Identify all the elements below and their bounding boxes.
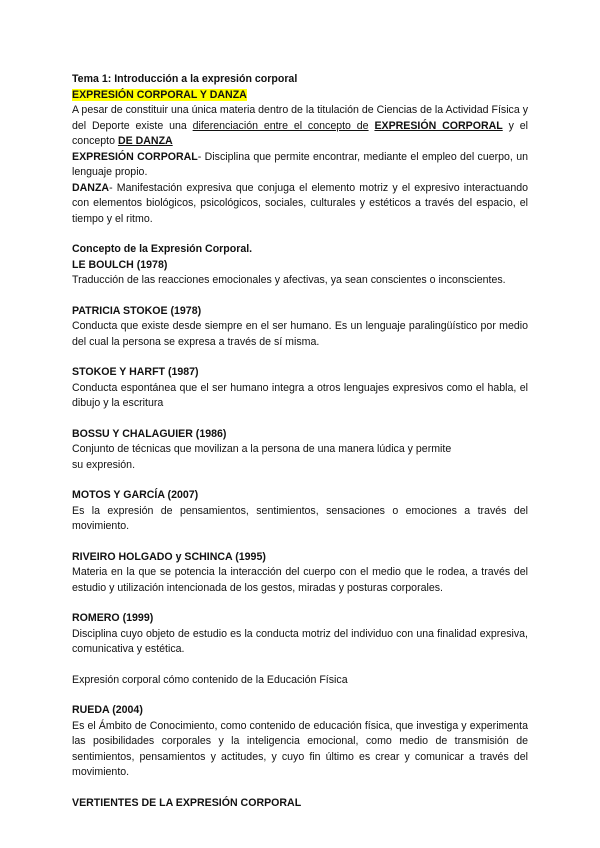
author-name: RIVEIRO HOLGADO y SCHINCA (1995): [72, 550, 266, 563]
author-name: ROMERO (1999): [72, 612, 154, 624]
spacer: [72, 658, 528, 673]
author-definition: Materia en la que se potencia la interacción del cuerpo con el medio que le rodea, a través del estudio y utilización intencionada de los gestos, miradas y posturas corporales.: [72, 566, 528, 594]
def-expresion-paragraph: [72, 150, 528, 181]
author-definition: Traducción de las reacciones emocionales y afectivas, ya sean conscientes o inconscientes.: [72, 274, 506, 286]
def-danza-paragraph: [72, 181, 528, 228]
author-definition: Conducta que existe desde siempre en el ser humano. Es un lenguaje paralingüístico por medio del cual la persona se expresa a través de sí misma.: [72, 320, 528, 348]
spacer: [72, 350, 528, 365]
author-name: MOTOS Y GARCÍA (2007): [72, 489, 199, 501]
spacer: [72, 596, 528, 611]
rueda-name: RUEDA (2004): [72, 704, 143, 716]
author-name: STOKOE Y HARFT (1987): [72, 366, 199, 378]
def-danza-term: DANZA: [72, 181, 110, 194]
spacer: [72, 688, 528, 703]
author-definition: Es la expresión de pensamientos, sentimientos, sensaciones o emociones a través del movimiento.: [72, 504, 528, 532]
author-definition: Disciplina cuyo objeto de estudio es la conducta motriz del individuo con una finalidad expresiva, comunicativa y estética.: [72, 627, 528, 655]
intro-term-danza: DE DANZA: [117, 135, 173, 147]
author-name: PATRICIA STOKOE (1978): [72, 304, 202, 317]
intro-part2: y el concepto: [72, 119, 528, 147]
vertientes-heading: VERTIENTES DE LA EXPRESIÓN CORPORAL: [72, 796, 302, 809]
spacer: [72, 227, 528, 242]
author-name: BOSSU Y CHALAGUIER (1986): [72, 427, 227, 440]
page-content: [72, 72, 528, 811]
highlight-heading-line: [72, 88, 528, 104]
spacer: [72, 289, 528, 304]
intro-term-expresion: EXPRESIÓN CORPORAL: [374, 119, 503, 132]
intro-part1: A pesar de constituir una única materia dentro de la titulación de Ciencias de la Actividad Física y del Deporte existe una: [72, 104, 528, 132]
tema-title: Tema 1: Introducción a la expresión corporal: [72, 73, 298, 85]
intro-paragraph: [72, 103, 528, 150]
intro-underlined: diferenciación entre el concepto de: [192, 119, 369, 132]
author-definition-line1: Conjunto de técnicas que movilizan a la persona de una manera lúdica y permite: [72, 443, 452, 455]
concepto-heading: Concepto de la Expresión Corporal.: [72, 243, 253, 255]
spacer: [72, 535, 528, 550]
author-name: LE BOULCH (1978): [72, 258, 168, 271]
author-definition: Conducta espontánea que el ser humano integra a otros lenguajes expresivos como el habla, el dibujo y la escritura: [72, 381, 528, 409]
rueda-definition: Es el Ámbito de Conocimiento, como contenido de educación física, que investiga y experimenta las posibilidades corporales y la inteligencia emocional, como medio de transmisión de sentimientos, pensamientos y actitudes, y cuyo fin último es crear y comunicar a través del movimiento.: [72, 719, 528, 778]
def-danza-text: - Manifestación expresiva que conjuga el elemento motriz y el expresivo interactuando con elementos biológicos, psicológicos, sociales, culturales y estéticos a través del espacio, el tiempo y el ritmo.: [72, 181, 528, 225]
author-definition-line2: su expresión.: [72, 458, 136, 471]
contenido-line: Expresión corporal cómo contenido de la Educación Física: [72, 673, 348, 686]
def-expresion-text: - Disciplina que permite encontrar, mediante el empleo del cuerpo, un lenguaje propio.: [72, 150, 528, 178]
spacer: [72, 473, 528, 488]
def-expresion-term: EXPRESIÓN CORPORAL: [72, 150, 198, 163]
spacer: [72, 412, 528, 427]
spacer: [72, 781, 528, 796]
highlight-heading: EXPRESIÓN CORPORAL Y DANZA: [72, 88, 247, 101]
